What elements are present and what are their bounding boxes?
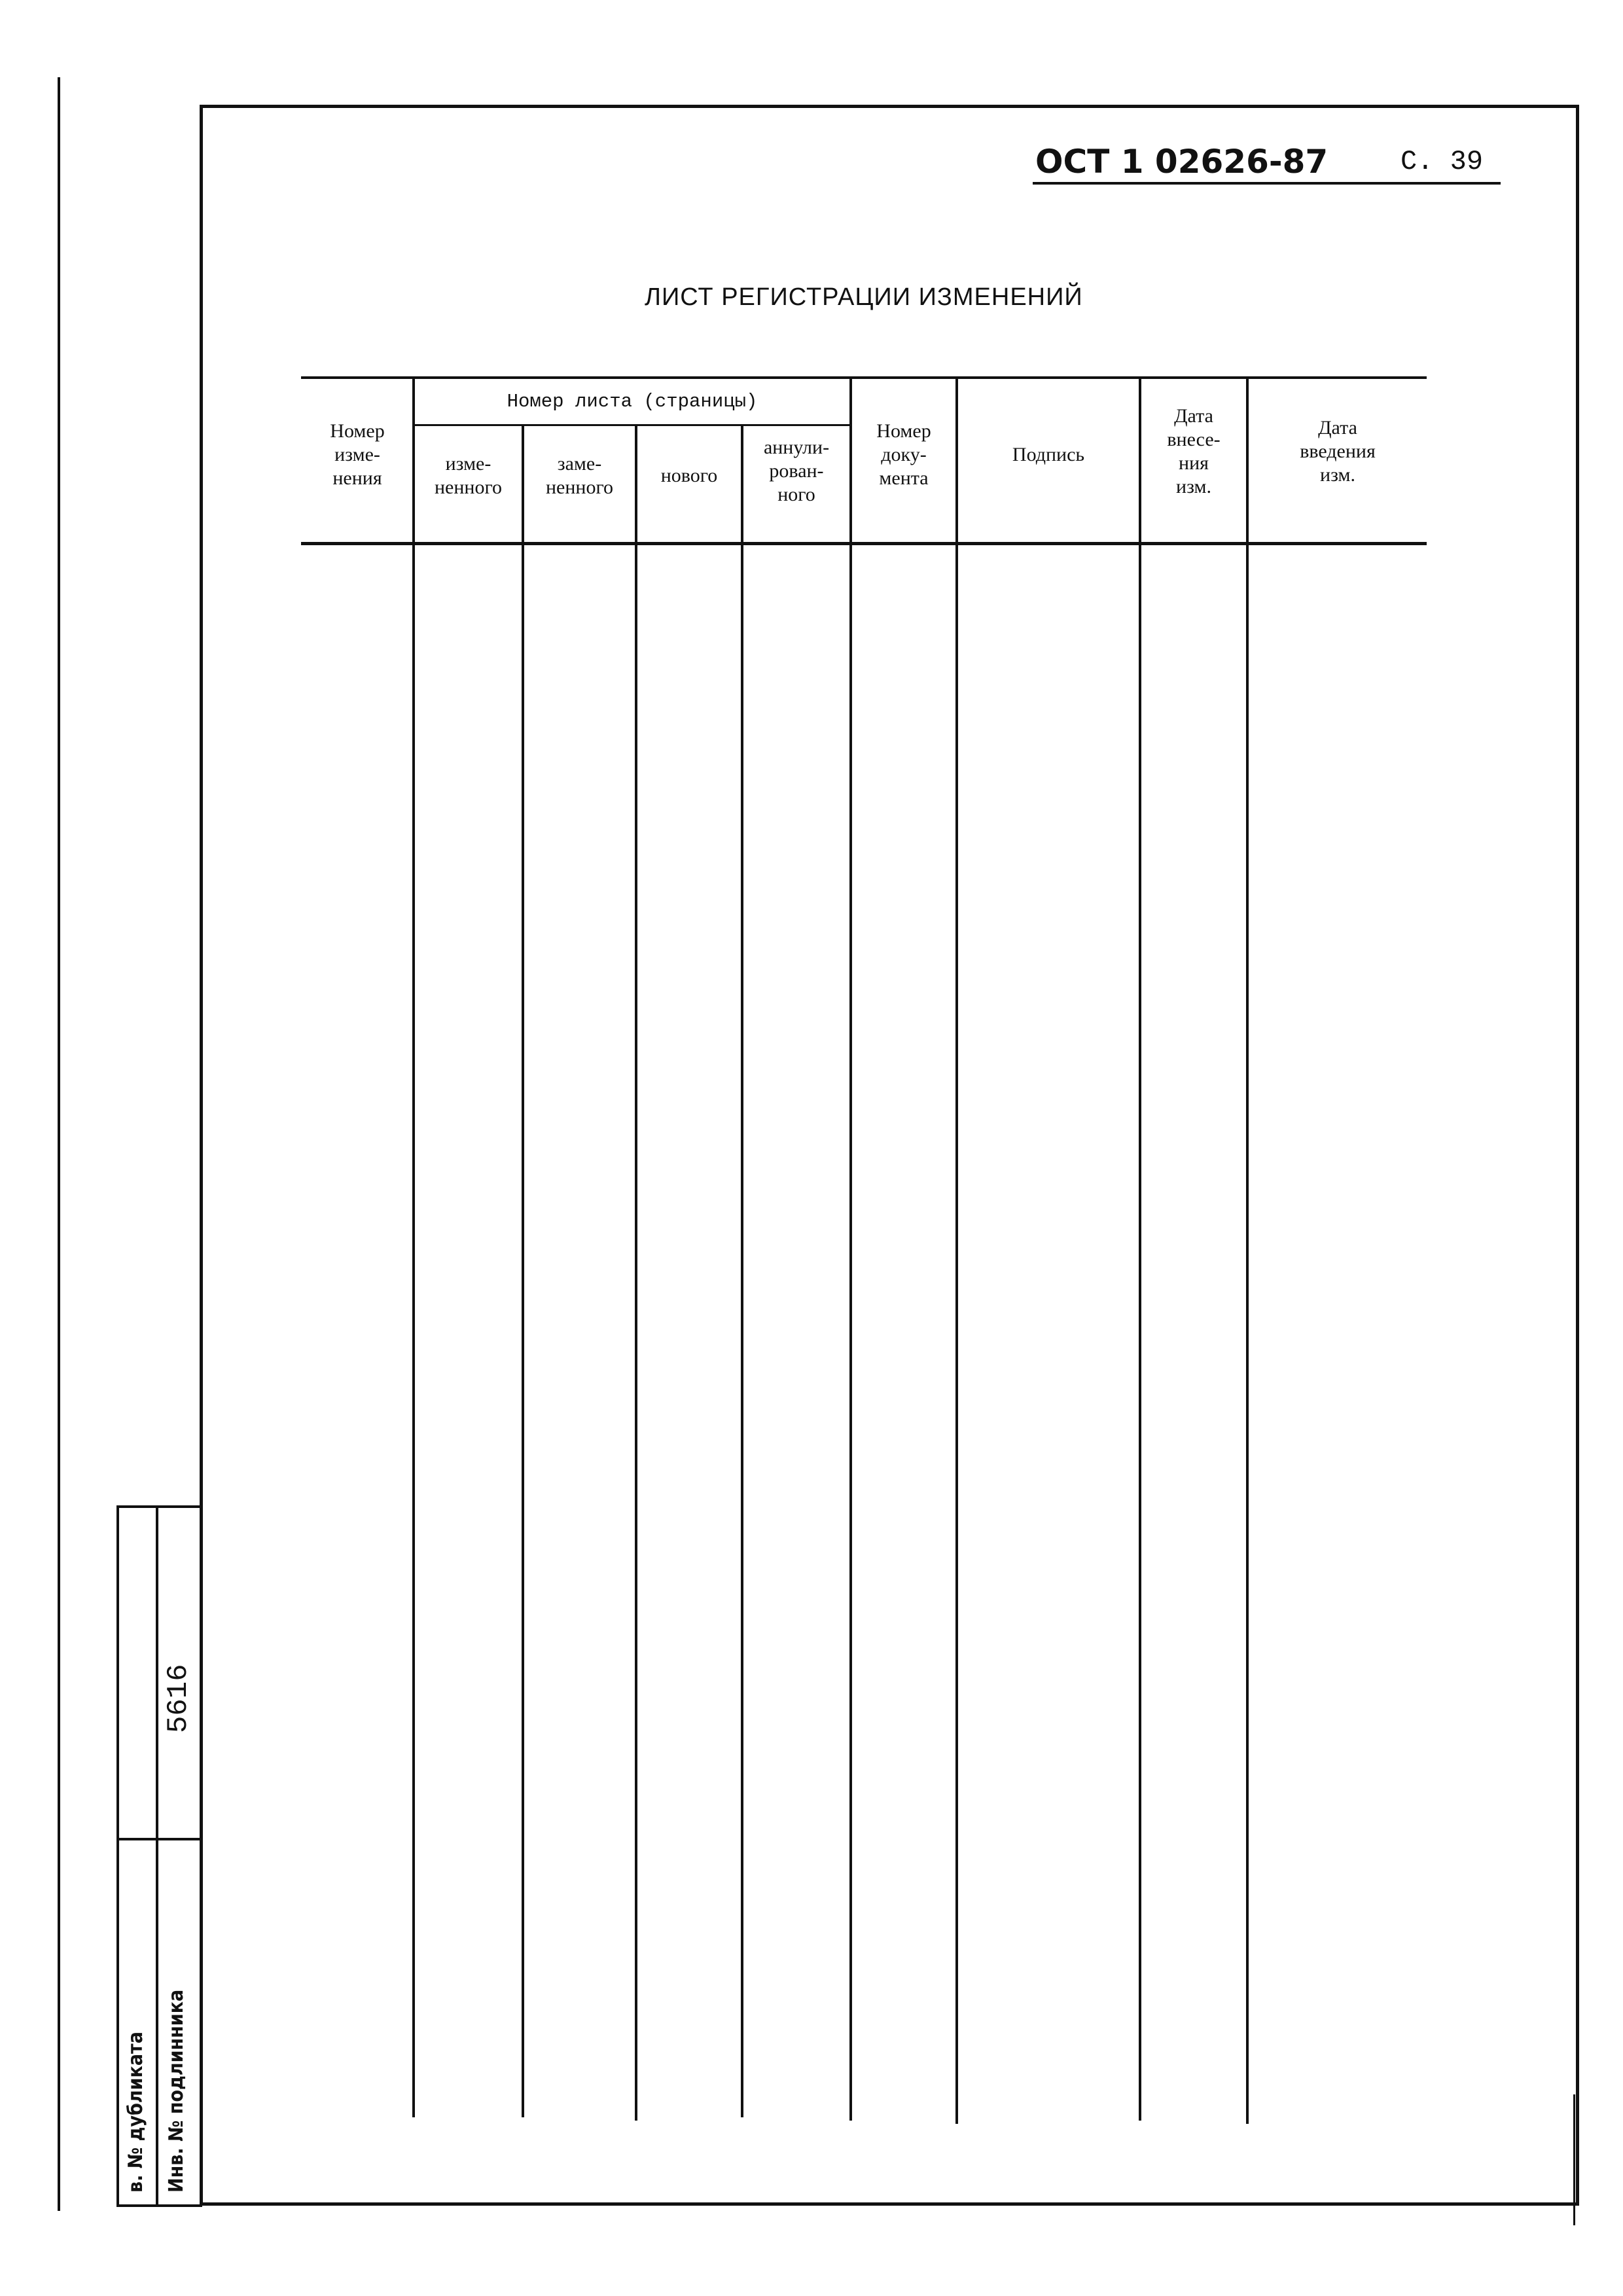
col-header-new: нового [660, 465, 718, 486]
stamp-row-divider [116, 1838, 202, 1840]
col-header-changed: изме- ненного [434, 453, 503, 498]
col-line-2 [522, 425, 524, 2117]
stamp-column-divider [156, 1505, 158, 2207]
col-line-6 [955, 376, 958, 2124]
header-underline [1033, 182, 1501, 185]
col-line-8 [1246, 376, 1249, 2124]
col-header-replaced: заме- ненного [545, 453, 614, 498]
col-header-entry-date: Дата внесе- ния изм. [1167, 405, 1221, 497]
col-line-3 [635, 425, 637, 2121]
col-line-7 [1139, 376, 1141, 2121]
sheet-title: ЛИСТ РЕГИСТРАЦИИ ИЗМЕНЕНИЙ [645, 283, 1083, 311]
col-header-change-number: Номер изме- нения [330, 420, 385, 489]
col-header-signature: Подпись [1012, 444, 1085, 465]
group-header-sheet-number: Номер листа (страницы) [507, 390, 758, 412]
original-inventory-number: 5616 [162, 1664, 195, 1733]
table-header-bottom-line [301, 542, 1427, 545]
table-top-line [301, 376, 1427, 379]
col-line-5 [849, 376, 852, 2121]
col-line-4 [741, 425, 743, 2117]
duplicate-inventory-label: в. № дубликата [124, 2032, 147, 2193]
document-designation: ОСТ 1 02626-87 [1035, 143, 1329, 181]
outer-left-line [58, 77, 60, 2211]
col-header-annulled: аннули- рован- ного [763, 437, 830, 505]
col-header-effective-date: Дата введения изм. [1300, 417, 1376, 486]
col-header-document-number: Номер доку- мента [876, 420, 931, 489]
original-inventory-label: Инв. № подлинника [165, 1989, 188, 2193]
col-line-1 [412, 376, 415, 2117]
page-number: С. 39 [1400, 146, 1484, 177]
